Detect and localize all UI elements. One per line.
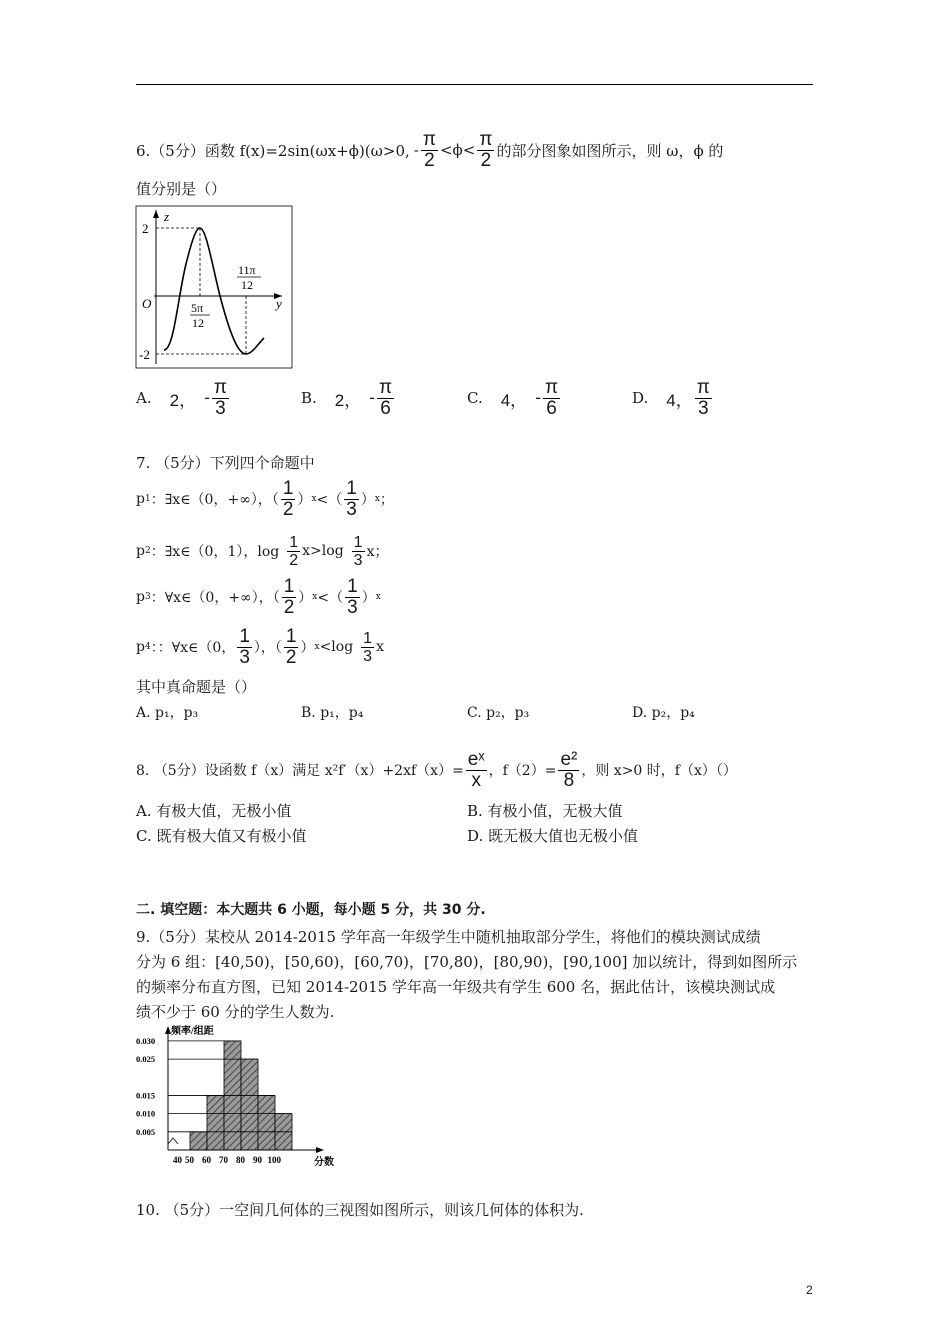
graph-tick2-den: 12 [241,278,253,292]
q8-option-b[interactable]: B. 有极小值，无极大值 [467,802,623,820]
graph-frame [136,206,292,368]
histogram-ytick-0.010: 0.010 [136,1108,156,1119]
q6-suffix: 的部分图象如图所示，则 ω，ϕ 的 [496,141,724,160]
histogram-bar-80-90 [258,1095,275,1150]
histogram-xtick-50: 50 [185,1155,194,1165]
q8-stem: 8. （5分）设函数 f（x）满足 x²f′（x）+2xf（x）= $\frac{\text{eˣ}}{x}$ ，f（2）= $\frac{\text{e²}}{8}$ ，则 x>0 时，f（x）（） [136,748,737,791]
q7-title: 7. （5分）下列四个命题中 [136,454,315,472]
histogram-bar-40-50 [190,1132,207,1150]
q8-option-a[interactable]: A. 有极大值，无极小值 [136,802,292,820]
histogram-xtick-70: 70 [219,1155,228,1165]
histogram-y-ticks [136,1036,155,1137]
q6-stem [136,130,723,170]
histogram-axis-break [168,1138,178,1144]
header-rule [136,84,813,85]
q7-option-c[interactable]: C. p₂，p₃ [467,705,530,721]
q9-histogram [134,1022,344,1170]
q10-stem: 10. （5分）一空间几何体的三视图如图所示，则该几何体的体积为. [136,1201,584,1219]
histogram-xtick-80: 80 [236,1155,245,1165]
q7-p2: p 2 ：∃x∈（0，1），log $\frac{1}{2}$ x>log $\frac{1}{3}$ x； [136,533,389,569]
histogram-ytick-0.005: 0.005 [136,1126,156,1137]
graph-tick1-den: 12 [192,316,204,330]
q6-option-a[interactable]: A. 2， - $\frac{\pi}{3}$ [136,376,227,419]
graph-tick1-num: 5π [191,301,204,315]
q6-option-c[interactable]: C. 4， - $\frac{\pi}{6}$ [467,376,559,419]
histogram-x-ticks [173,1155,282,1165]
graph-origin-label: O [142,296,152,311]
histogram-xtick-40: 40 [173,1155,182,1165]
q6-frac-upper: $\frac{\pi}{2}$ [479,128,493,171]
histogram-xtick-90: 90 [253,1155,262,1165]
graph-z-label: z [164,209,170,224]
histogram-ylabel: 频率/组距 [171,1026,214,1037]
q6-option-b[interactable]: B. 2， - $\frac{\pi}{6}$ [301,376,393,419]
histogram-xtick-60: 60 [202,1155,211,1165]
q7-option-a[interactable]: A. p₁，p₃ [136,705,199,721]
histogram-xtick-100: 100 [267,1155,281,1165]
q6-prefix: 6.（5分）函数 f(x)=2sin(ωx+ϕ)(ω>0, [136,141,410,160]
q6-neg: - [413,141,419,159]
graph-ymin-label: -2 [139,347,150,362]
q7-p3: p 3 ：∀x∈（0，+∞），（ $\frac{1}{2}$ ） x <（ $\frac{1}{3}$ ） x [136,575,381,618]
q7-conclusion: 其中真命题是（） [136,678,257,696]
histogram-bar-70-80 [241,1059,258,1150]
histogram-x-arrow [316,1147,324,1153]
histogram-xlabel: 分数 [314,1157,334,1168]
q8-option-c[interactable]: C. 既有极大值又有极小值 [136,827,307,845]
q6-stem-line2: 值分别是（） [136,180,227,198]
q6-inequality: <ϕ< [439,141,476,159]
q7-option-b[interactable]: B. p₁，p₄ [301,705,364,721]
q8-option-d[interactable]: D. 既无极大值也无极小值 [467,827,639,845]
q6-frac-lower: $\frac{\pi}{2}$ [422,128,436,171]
section2-heading: 二. 填空题：本大题共 6 小题，每小题 5 分，共 30 分. [136,902,486,918]
graph-y-label: y [276,296,282,311]
page-number: 2 [806,1283,813,1297]
graph-tick2-num: 11π [238,263,256,277]
histogram-ytick-0.030: 0.030 [136,1035,156,1046]
q7-option-d[interactable]: D. p₂，p₄ [632,705,695,721]
histogram-ytick-0.015: 0.015 [136,1090,156,1101]
graph-ymax-label: 2 [142,221,149,236]
q6-option-d[interactable]: D. 4， $\frac{\pi}{3}$ [632,376,710,419]
q6-sine-graph [134,204,294,370]
q7-p4: p 4 ：：∀x∈（0， $\frac{1}{3}$ ），（ $\frac{1}{2}$ ） x <log $\frac{1}{3}$ x [136,625,384,668]
q9-stem: 9.（5分）某校从 2014-2015 学年高一年级学生中随机抽取部分学生，将他们的模块测试成绩 分为 6 组：[40,50)，[50,60)，[60,70)，[70,80)，[80,90)，[90,100] 加以统计，得到如图所示 的频率分布直方图，已知 2014-2015 学年高一年级共有学生 600 名，据此估计，该模块测试成 绩不少于 60 分的学生人数为. [136,928,798,1021]
histogram-ytick-0.025: 0.025 [136,1054,156,1065]
q7-p1: p 1 ：∃x∈（0，+∞），（ $\frac{1}{2}$ ） x <（ $\frac{1}{3}$ ） x ； [136,477,394,520]
histogram-bar-50-60 [207,1095,224,1150]
